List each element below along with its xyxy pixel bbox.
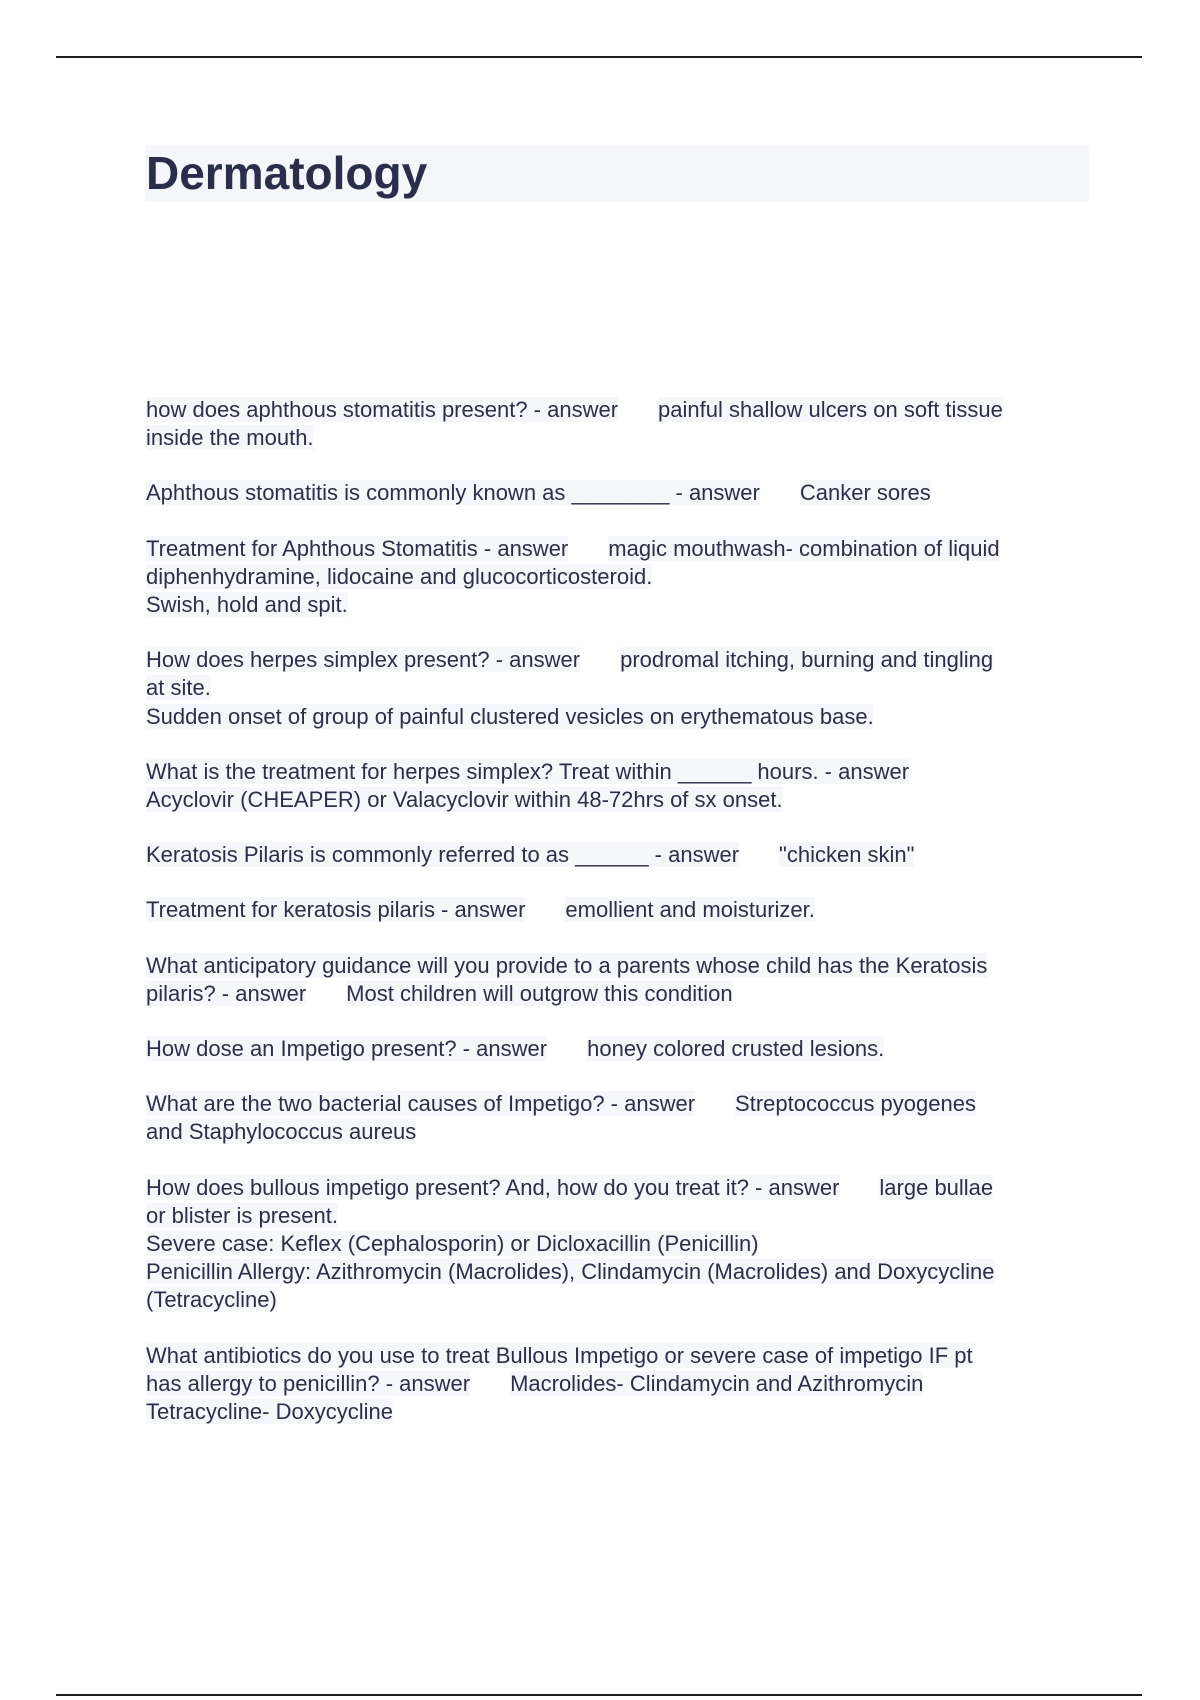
qa-text: Acyclovir (CHEAPER) or Valacyclovir within 48-72hrs of sx onset.: [146, 787, 783, 813]
qa-answer: painful shallow ulcers on soft tissue: [658, 397, 1003, 422]
qa-text: Sudden onset of group of painful clustered vesicles on erythematous base.: [146, 703, 874, 729]
qa-item: [146, 841, 1086, 869]
qa-text: Keratosis Pilaris is commonly referred to as ______ - answer: [146, 842, 740, 868]
qa-text: inside the mouth.: [146, 425, 314, 451]
qa-text: pilaris? - answer: [146, 980, 307, 1006]
qa-text: (Tetracycline): [146, 1287, 277, 1313]
qa-line: [146, 1230, 1086, 1258]
qa-text: Swish, hold and spit.: [146, 592, 348, 618]
qa-line: [146, 841, 1086, 869]
qa-line: [146, 1174, 1086, 1202]
qa-line: [146, 1342, 1086, 1370]
qa-text: What is the treatment for herpes simplex? Treat within ______ hours. - answer: [146, 758, 910, 784]
qa-text: Aphthous stomatitis is commonly known as ________ - answer: [146, 480, 760, 506]
qa-text: How does herpes simplex present? - answer: [146, 647, 581, 673]
qa-item: [146, 479, 1086, 507]
qa-line: [146, 479, 1086, 507]
qa-line: [146, 591, 1086, 619]
qa-line: [146, 1398, 1086, 1426]
qa-line: [146, 424, 1086, 452]
qa-answer: prodromal itching, burning and tingling: [620, 647, 994, 673]
qa-item: [146, 758, 1086, 814]
qa-text: What anticipatory guidance will you provide to a parents whose child has the Keratosis: [146, 952, 988, 978]
qa-line: [146, 674, 1086, 702]
qa-text: Treatment for Aphthous Stomatitis - answer: [146, 535, 569, 561]
qa-text: Penicillin Allergy: Azithromycin (Macrolides), Clindamycin (Macrolides) and Doxycycline: [146, 1259, 995, 1285]
qa-item: [146, 952, 1086, 1008]
qa-item: [146, 1035, 1086, 1063]
qa-line: [146, 1202, 1086, 1230]
page-title: Dermatology: [146, 147, 428, 199]
qa-text: Severe case: Keflex (Cephalosporin) or Dicloxacillin (Penicillin): [146, 1231, 759, 1257]
qa-text: or blister is present.: [146, 1202, 338, 1228]
qa-text: Treatment for keratosis pilaris - answer: [146, 897, 526, 923]
qa-item: [146, 1090, 1086, 1146]
qa-line: [146, 952, 1086, 980]
qa-answer: emollient and moisturizer.: [565, 897, 815, 923]
qa-item: [146, 535, 1086, 620]
qa-list: [146, 396, 1086, 1453]
qa-item: [146, 1174, 1086, 1315]
qa-line: [146, 1118, 1086, 1146]
qa-line: [146, 535, 1086, 563]
qa-text: has allergy to penicillin? - answer: [146, 1370, 471, 1396]
qa-answer: Streptococcus pyogenes: [735, 1091, 976, 1117]
qa-text: How does bullous impetigo present? And, how do you treat it? - answer: [146, 1174, 840, 1200]
qa-item: [146, 646, 1086, 731]
qa-item: [146, 396, 1086, 452]
qa-line: [146, 1370, 1086, 1398]
qa-answer: magic mouthwash- combination of liquid: [608, 535, 1000, 561]
bottom-rule: [56, 1694, 1142, 1696]
qa-text: What antibiotics do you use to treat Bullous Impetigo or severe case of impetigo IF pt: [146, 1342, 973, 1368]
qa-line: [146, 1258, 1086, 1286]
qa-item: [146, 1342, 1086, 1427]
qa-text: at site.: [146, 675, 211, 701]
qa-item: [146, 896, 1086, 924]
qa-text: How dose an Impetigo present? - answer: [146, 1036, 548, 1062]
qa-line: [146, 703, 1086, 731]
qa-answer: honey colored crusted lesions.: [587, 1036, 885, 1062]
qa-text: Tetracycline- Doxycycline: [146, 1399, 393, 1425]
qa-line: [146, 563, 1086, 591]
qa-answer: Canker sores: [799, 480, 931, 506]
qa-answer: "chicken skin": [779, 842, 915, 868]
qa-line: [146, 758, 1086, 786]
qa-line: [146, 980, 1086, 1008]
qa-line: [146, 786, 1086, 814]
qa-line: [146, 1035, 1086, 1063]
qa-text: how does aphthous stomatitis present? - answer: [146, 397, 619, 422]
qa-line: [146, 646, 1086, 674]
qa-line: [146, 1090, 1086, 1118]
qa-text: and Staphylococcus aureus: [146, 1119, 417, 1145]
qa-line: [146, 896, 1086, 924]
qa-line: [146, 1286, 1086, 1314]
qa-text: diphenhydramine, lidocaine and glucocorticosteroid.: [146, 563, 653, 589]
top-rule: [56, 56, 1142, 58]
qa-text: What are the two bacterial causes of Impetigo? - answer: [146, 1091, 696, 1117]
qa-answer: large bullae: [879, 1174, 994, 1200]
qa-line: [146, 396, 1086, 424]
qa-answer: Most children will outgrow this condition: [346, 980, 733, 1006]
qa-answer: Macrolides- Clindamycin and Azithromycin: [510, 1370, 924, 1396]
